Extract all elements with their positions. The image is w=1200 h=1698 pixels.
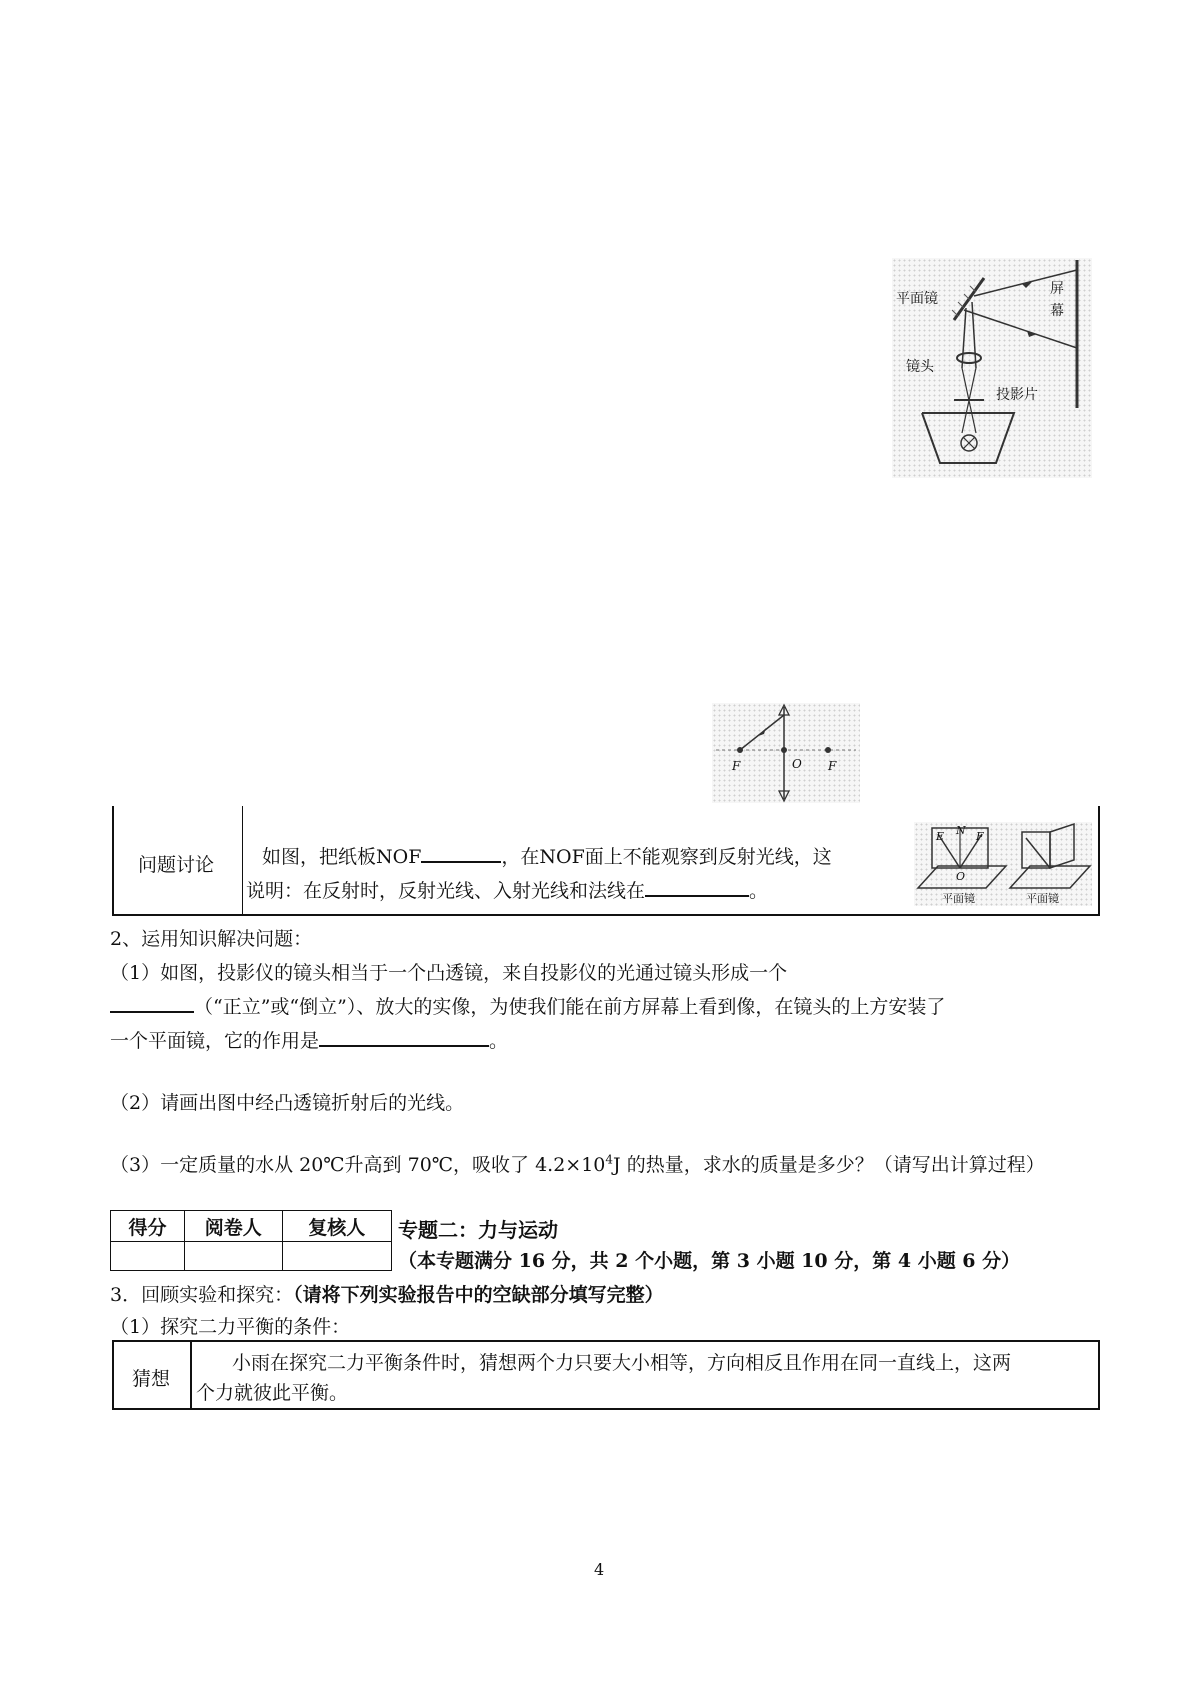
discussion-table — [112, 806, 1100, 916]
discussion-text-1: 如图，把纸板NOF — [262, 846, 422, 868]
guess-text-line1: 小雨在探究二力平衡条件时，猜想两个力只要大小相等，方向相反且作用在同一直线上，这两 — [232, 1352, 1012, 1374]
score-col-score: 得分 — [111, 1211, 185, 1242]
answer-blank-mirror-role[interactable] — [319, 1027, 489, 1047]
discussion-text-2: ，在NOF面上不能观察到反射光线，这 — [501, 846, 832, 868]
section3-heading-a: 3．回顾实验和探究： — [110, 1284, 294, 1306]
q1-line3-end: 。 — [489, 1030, 509, 1052]
lens-diagram — [712, 703, 860, 803]
q1-line3-text: 一个平面镜，它的作用是 — [110, 1030, 320, 1052]
q1-line2 — [110, 992, 945, 1019]
section3-heading — [110, 1280, 664, 1307]
section2-heading: 2、运用知识解决问题： — [110, 928, 313, 950]
fig-right-label: 平面镜 — [1026, 892, 1059, 905]
guess-header: 猜想 — [132, 1368, 171, 1390]
label-lens: 镜头 — [906, 359, 934, 375]
q3-line — [110, 1150, 1045, 1177]
label-o: O — [792, 757, 802, 771]
label-f-left: F — [732, 759, 741, 773]
convex-lens-figure — [712, 703, 860, 803]
fig-e: E — [936, 830, 945, 843]
answer-blank-plane[interactable] — [645, 877, 749, 897]
fig-f: F — [976, 830, 984, 843]
q1-line1: （1）如图，投影仪的镜头相当于一个凸透镜，来自投影仪的光通过镜头形成一个 — [110, 962, 788, 984]
score-table-input-row — [111, 1242, 392, 1271]
discussion-line2 — [246, 876, 768, 903]
guess-divider — [190, 1342, 192, 1408]
projector-figure — [892, 258, 1092, 478]
fig-o: O — [956, 870, 966, 883]
score-table — [110, 1210, 392, 1271]
section3-heading-b: （请将下列实验报告中的空缺部分填写完整） — [293, 1284, 664, 1306]
topic2-subtitle: （本专题满分 16 分，共 2 个小题，第 3 小题 10 分，第 4 小题 6 分） — [398, 1250, 1021, 1272]
q2-text: （2）请画出图中经凸透镜折射后的光线。 — [110, 1092, 465, 1114]
reflection-figure — [914, 822, 1092, 906]
guess-text-line2: 个力就彼此平衡。 — [196, 1382, 349, 1404]
q3-text-b: J 的热量，求水的质量是多少？（请写出计算过程） — [613, 1154, 1045, 1176]
fig-left-label: 平面镜 — [942, 892, 975, 905]
q1-line2-text: （“正立”或“倒立”）、放大的实像，为使我们能在前方屏幕上看到像，在镜头的上方安装了 — [194, 996, 946, 1018]
discussion-text-4: 。 — [749, 880, 769, 902]
fig-n: N — [956, 824, 966, 837]
discussion-header: 问题讨论 — [138, 854, 215, 876]
score-cell-score[interactable] — [111, 1242, 185, 1271]
score-cell-reviewer[interactable] — [282, 1242, 391, 1271]
answer-blank-orientation[interactable] — [110, 993, 194, 1013]
page-number: 4 — [594, 1560, 605, 1579]
label-slide: 投影片 — [996, 387, 1038, 403]
topic2-title: 专题二：力与运动 — [398, 1218, 558, 1242]
discussion-line1 — [262, 842, 832, 869]
score-cell-grader[interactable] — [185, 1242, 283, 1271]
q3-text-a: （3）一定质量的水从 20℃升高到 70℃，吸收了 4.2×10 — [110, 1154, 606, 1176]
score-col-grader: 阅卷人 — [185, 1211, 283, 1242]
label-f-right: F — [828, 759, 837, 773]
score-table-header-row — [111, 1211, 392, 1242]
discussion-text-3: 说明：在反射时，反射光线、入射光线和法线在 — [246, 880, 646, 902]
label-mirror: 平面镜 — [896, 291, 938, 307]
guess-table — [112, 1340, 1100, 1410]
label-screen: 屏幕 — [1050, 281, 1064, 319]
section3-sub1: （1）探究二力平衡的条件： — [110, 1316, 351, 1338]
discussion-divider — [242, 806, 243, 914]
q3-superscript: 4 — [605, 1152, 614, 1167]
score-col-reviewer: 复核人 — [282, 1211, 391, 1242]
q1-line3 — [110, 1026, 508, 1053]
answer-blank-nof[interactable] — [421, 843, 501, 863]
